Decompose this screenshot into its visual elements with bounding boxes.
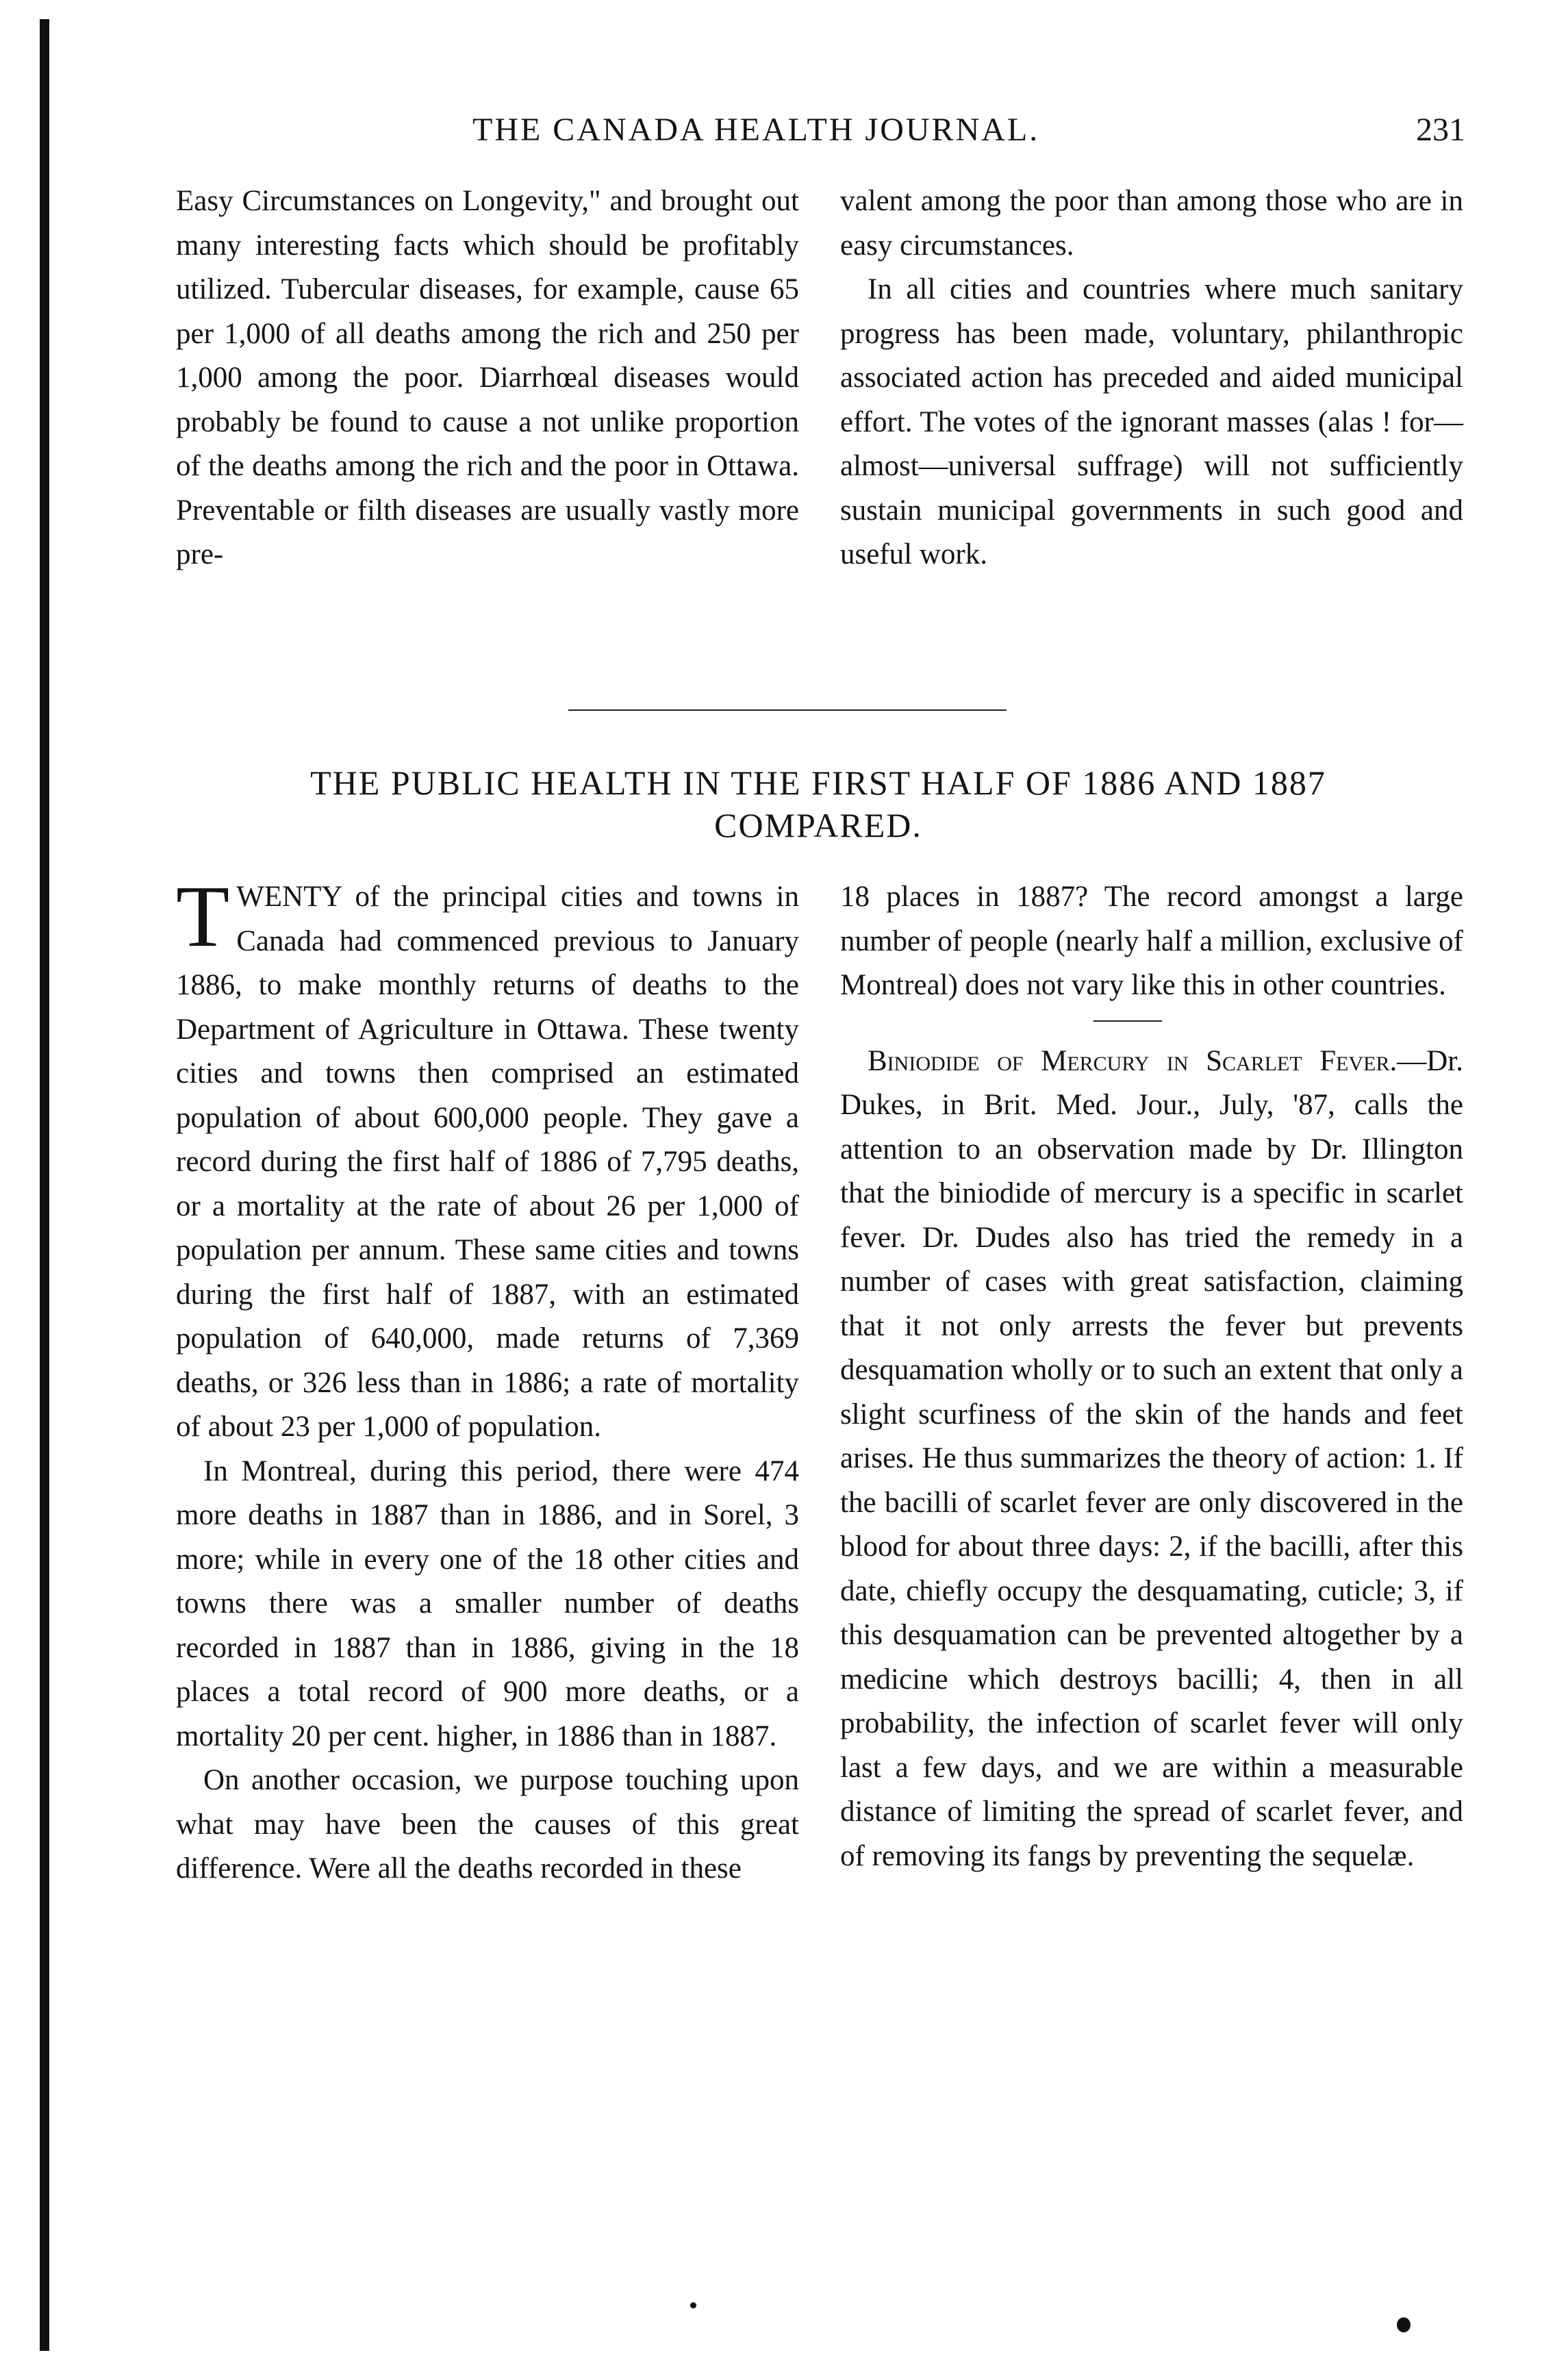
note-heading: Biniodide of Mercury in Scarlet Fever. (868, 1044, 1398, 1077)
section-divider (568, 709, 1007, 711)
opening-paragraph (176, 868, 799, 1450)
page-number: 231 (1416, 112, 1465, 148)
article-title-line-2: COMPARED. (714, 806, 922, 844)
note-divider (1093, 1020, 1162, 1022)
journal-title: THE CANADA HEALTH JOURNAL. (472, 112, 1040, 148)
continued-question-paragraph: 18 places in 1887? The record amongst a large number of people (nearly half a million, exclusive of Montreal) does not vary like this in other countries. (840, 881, 1463, 1001)
continued-paragraph-end: valent among the poor than among those who are in easy circumstances. (840, 185, 1463, 262)
note-body: —Dr. Dukes, in Brit. Med. Jour., July, '87, calls the attention to an observation made by Dr. Illington that the biniodide of mercury is a specific in scarlet fever. Dr. Dudes also has tried the remedy in a number of cases with great satisfaction, claiming that it not only arrests the fever but prevents desquamation wholly or to such an extent that only a slight scurfiness of the skin of the hands and feet arises. He thus summarizes the theory of action: 1. If the bacilli of scarlet fever are only discovered in the blood for about three days: 2, if the bacilli, after this date, chiefly occupy the desquamating, cuticle; 3, if this desquamation can be prevented altogether by a medicine which destroys bacilli; 4, then in all probability, the infection of scarlet fever will only last a few days, and we are within a measurable distance of limiting the spread of scarlet fever, and of removing its fangs by preventing the sequelæ. (840, 1044, 1463, 1872)
article-title (171, 761, 1465, 846)
running-header (103, 111, 1465, 159)
article-right-column (840, 875, 1463, 1878)
binding-edge-bar (40, 19, 49, 2351)
continued-paragraph: Easy Circumstances on Longevity," and brought out many interesting facts which should be profitably utilized. Tubercular diseases, for example, cause 65 per 1,000 of all deaths among the rich and 250 per 1,000 among the poor. Diarrhœal diseases would probably be found to cause a not unlike proportion of the deaths among the rich and the poor in Ottawa. Preventable or filth diseases are usually vastly more pre- (176, 185, 799, 570)
biniodide-note (840, 1040, 1463, 1879)
article-left-column (176, 868, 799, 1891)
sanitary-progress-paragraph: In all cities and countries where much sanitary progress has been made, voluntary, philanthropic associated action has preceded and aided municipal effort. The votes of the ignorant masses (alas ! for—almost—universal suffrage) will not sufficiently sustain municipal governments in such good and useful work. (840, 273, 1463, 570)
article-title-line-1: THE PUBLIC HEALTH IN THE FIRST HALF OF 1886 AND 1887 (310, 764, 1326, 802)
montreal-paragraph: In Montreal, during this period, there were 474 more deaths in 1887 than in 1886, and in Sorel, 3 more; while in every one of the 18 other cities and towns there was a smaller number of deaths recorded in 1887 than in 1886, giving in the 18 places a total record of 900 more deaths, or a mortality 20 per cent. higher, in 1886 than in 1887. (176, 1454, 799, 1752)
scan-edge-noise (1532, 1780, 1549, 2342)
another-occasion-paragraph: On another occasion, we purpose touching upon what may have been the causes of this great difference. Were all the deaths recorded in these (176, 1764, 799, 1885)
opening-paragraph-text: WENTY of the principal cities and towns in Canada had commenced previous to January 1886, to make monthly returns of deaths to the Department of Agriculture in Ottawa. These twenty cities and towns then comprised an estimated population of about 600,000 people. They gave a record during the first half of 1886 of 7,795 deaths, or a mortality at the rate of about 26 per 1,000 of population per annum. These same cities and towns during the first half of 1887, with an estimated population of 640,000, made returns of 7,369 deaths, or 326 less than in 1886; a rate of mortality of about 23 per 1,000 of population. (176, 881, 799, 1443)
top-right-column (840, 179, 1463, 577)
top-left-column (176, 179, 799, 577)
drop-cap: T (176, 868, 230, 965)
footer-mark-center (690, 2302, 696, 2308)
footer-mark-right (1397, 2317, 1411, 2332)
